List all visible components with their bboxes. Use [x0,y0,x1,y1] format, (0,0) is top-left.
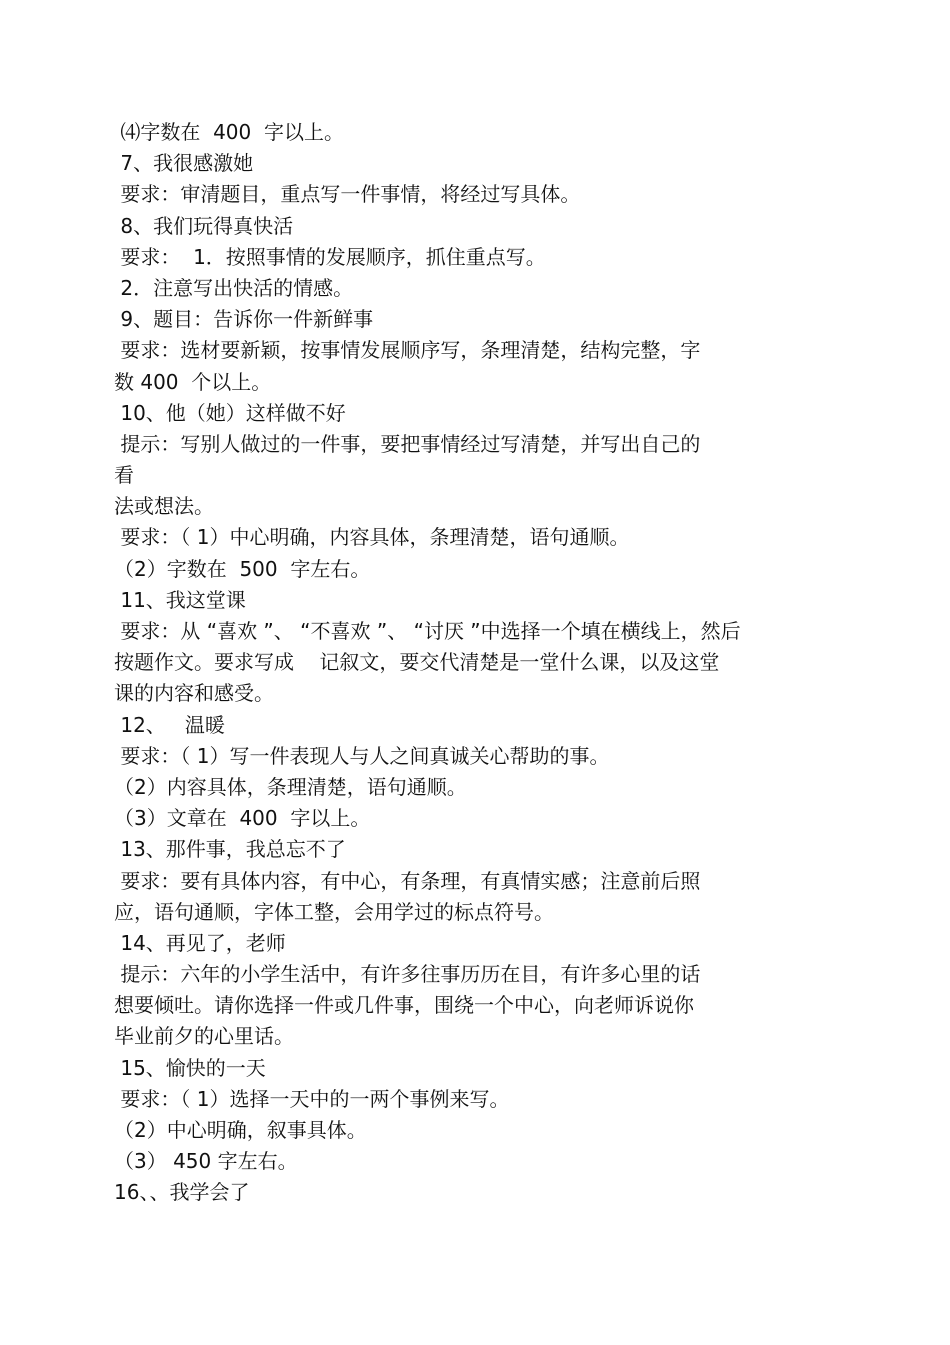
text-line: （3）文章在 400 字以上。 [114,806,371,831]
text-line: 法或想法。 [114,494,214,519]
text-line: 要求：要有具体内容，有中心，有条理，有真情实感；注意前后照 [114,868,701,893]
section-heading: 16、、我学会了 [114,1180,250,1205]
text-line: 提示：六年的小学生活中，有许多往事历历在目，有许多心里的话 [114,962,701,987]
text-line: （2）字数在 500 字左右。 [114,556,371,581]
section-heading: 11、我这堂课 [114,587,246,612]
text-line: 要求：从 “喜欢 ”、 “不喜欢 ”、 “讨厌 ”中选择一个填在横线上，然后 [114,619,741,643]
section-heading: 15、愉快的一天 [114,1055,266,1080]
text-line: 应，语句通顺，字体工整，会用学过的标点符号。 [114,899,554,924]
text-line: （3） 450 字左右。 [114,1149,298,1174]
section-heading: 10、他（她）这样做不好 [114,400,346,425]
text-line: 想要倾吐。请你选择一件或几件事，围绕一个中心，向老师诉说你 [114,993,694,1018]
section-heading: 14、再见了，老师 [114,930,286,955]
text-line: 毕业前夕的心里话。 [114,1024,294,1049]
text-line: 按题作文。要求写成 记叙文，要交代清楚是一堂什么课，以及这堂 [114,650,720,675]
text-line: 提示：写别人做过的一件事，要把事情经过写清楚，并写出自己的 [114,431,701,456]
text-line: 要求：（ 1）中心明确，内容具体，条理清楚，语句通顺。 [114,525,630,550]
text-line: 课的内容和感受。 [114,681,274,706]
section-heading: 13、那件事，我总忘不了 [114,837,346,862]
section-heading: 8、我们玩得真快活 [114,213,294,238]
text-line: 要求：审清题目，重点写一件事情，将经过写具体。 [114,182,581,207]
text-line: 要求：选材要新颖，按事情发展顺序写，条理清楚，结构完整，字 [114,338,701,363]
section-heading: 7、我很感激她 [114,151,254,176]
text-line: 看 [114,463,134,488]
text-line: 要求：（ 1）选择一天中的一两个事例来写。 [114,1086,510,1111]
document-body [114,117,804,1209]
text-line: 要求： 1．按照事情的发展顺序，抓住重点写。 [114,244,546,269]
text-line: ⑷字数在 400 字以上。 [114,120,344,144]
text-line: 要求：（ 1）写一件表现人与人之间真诚关心帮助的事。 [114,743,610,768]
section-heading: 9、题目：告诉你一件新鲜事 [114,307,374,332]
text-line: 数 400 个以上。 [114,369,272,394]
section-heading: 12、 温暖 [114,712,225,737]
text-line: （2）内容具体，条理清楚，语句通顺。 [114,774,467,799]
text-line: （2）中心明确，叙事具体。 [114,1118,367,1142]
text-line: 2．注意写出快活的情感。 [114,275,354,300]
